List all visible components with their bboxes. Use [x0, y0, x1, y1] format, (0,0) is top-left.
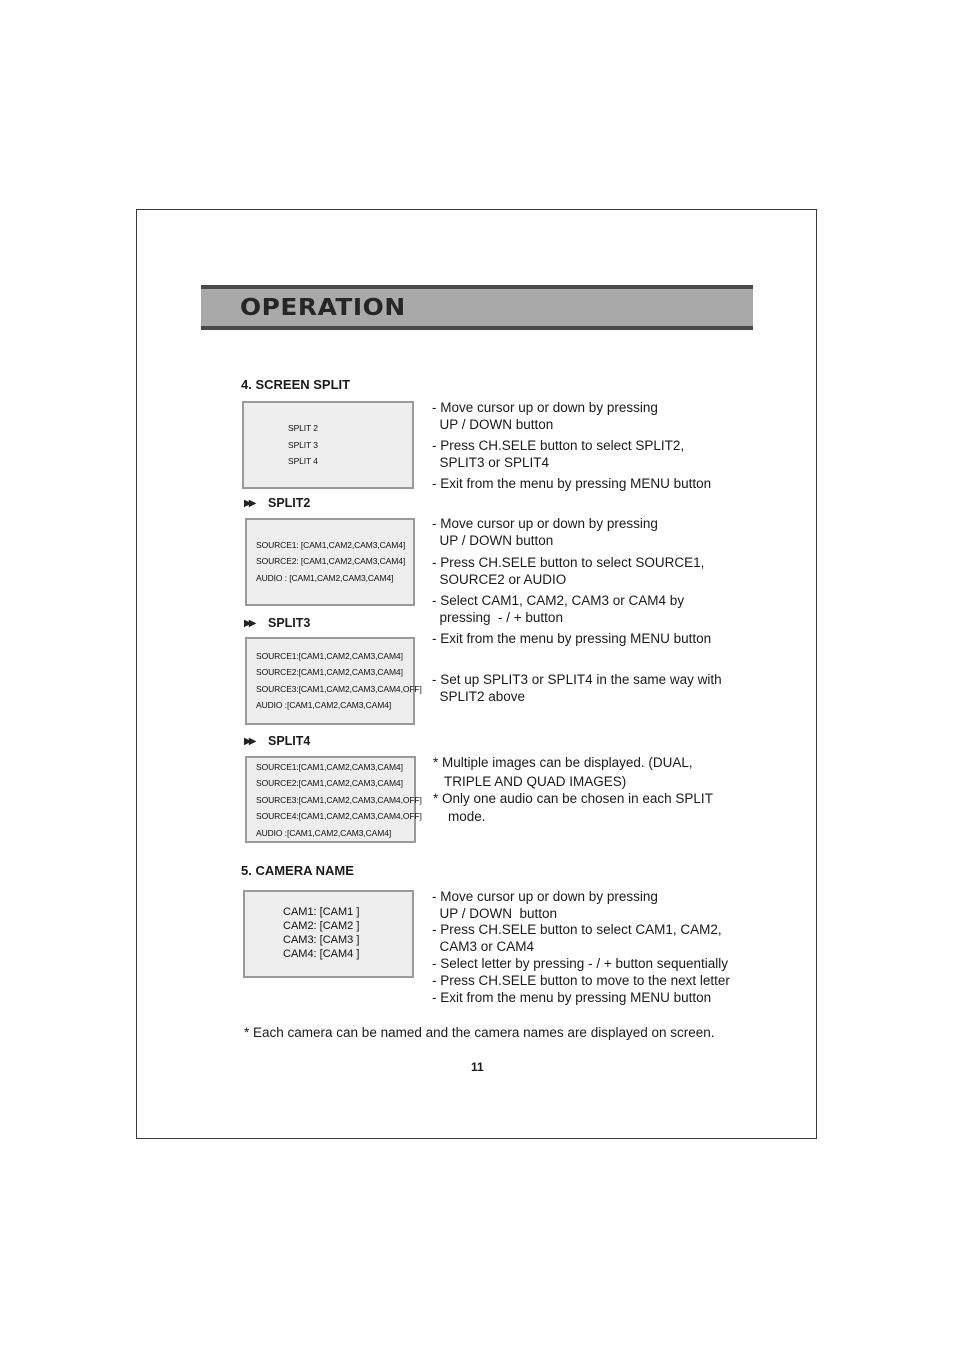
split4-box-line: AUDIO :[CAM1,CAM2,CAM3,CAM4] — [256, 828, 392, 838]
split4-box-line: SOURCE3:[CAM1,CAM2,CAM3,CAM4,OFF] — [256, 795, 422, 805]
split2-box-line: SOURCE1: [CAM1,CAM2,CAM3,CAM4] — [256, 540, 406, 550]
camera-name-box — [243, 890, 414, 978]
camera-name-line: CAM1: [CAM1 ] — [283, 906, 360, 918]
note-line: * Only one audio can be chosen in each SPLIT mode. — [433, 791, 713, 824]
split4-box — [245, 756, 422, 843]
double-arrow-icon: ▶▶ — [244, 498, 254, 509]
split2-box-line: AUDIO : [CAM1,CAM2,CAM3,CAM4] — [256, 573, 394, 583]
instruction-line: - Move cursor up or down by pressing UP / DOWN button — [432, 889, 658, 921]
split2-label: SPLIT2 — [268, 496, 311, 510]
instruction-line: - Press CH.SELE button to select SPLIT2, SPLIT3 or SPLIT4 — [432, 438, 685, 470]
instruction-line: - Select CAM1, CAM2, CAM3 or CAM4 by pressing - / + button — [432, 593, 685, 625]
instruction-line: - Press CH.SELE button to select SOURCE1, SOURCE2 or AUDIO — [432, 555, 705, 587]
screen-split-heading: 4. SCREEN SPLIT — [241, 377, 351, 392]
page-number: 11 — [471, 1060, 484, 1074]
double-arrow-icon: ▶▶ — [244, 736, 254, 747]
camera-name-line: CAM2: [CAM2 ] — [283, 920, 360, 932]
split2-box-line: SOURCE2: [CAM1,CAM2,CAM3,CAM4] — [256, 556, 406, 566]
split3-box — [245, 637, 422, 725]
camera-name-line: CAM4: [CAM4 ] — [283, 948, 360, 960]
instruction-line: - Exit from the menu by pressing MENU button — [432, 990, 712, 1005]
instruction-line: - Select letter by pressing - / + button sequentially — [432, 956, 729, 971]
instruction-line: - Exit from the menu by pressing MENU button — [432, 631, 712, 646]
section-banner — [201, 285, 753, 330]
instruction-line: - Exit from the menu by pressing MENU button — [432, 476, 712, 491]
camera-name-line: CAM3: [CAM3 ] — [283, 934, 360, 946]
split-menu-item: SPLIT 4 — [288, 456, 318, 466]
split3-box-line: SOURCE3:[CAM1,CAM2,CAM3,CAM4,OFF] — [256, 684, 422, 694]
split4-box-line: SOURCE1:[CAM1,CAM2,CAM3,CAM4] — [256, 762, 403, 772]
double-arrow-icon: ▶▶ — [244, 618, 254, 629]
split3-box-line: SOURCE1:[CAM1,CAM2,CAM3,CAM4] — [256, 651, 403, 661]
split4-box-line: SOURCE2:[CAM1,CAM2,CAM3,CAM4] — [256, 778, 403, 788]
instruction-line: - Move cursor up or down by pressing UP / DOWN button — [432, 400, 658, 432]
split3-label: SPLIT3 — [268, 616, 311, 630]
camera-name-footnote: * Each camera can be named and the camera names are displayed on screen. — [244, 1025, 715, 1040]
split3-box-line: SOURCE2:[CAM1,CAM2,CAM3,CAM4] — [256, 667, 403, 677]
instruction-line: - Move cursor up or down by pressing UP / DOWN button — [432, 516, 658, 548]
split3-box-line: AUDIO :[CAM1,CAM2,CAM3,CAM4] — [256, 700, 392, 710]
instruction-line: - Press CH.SELE button to select CAM1, CAM2, CAM3 or CAM4 — [432, 922, 722, 954]
banner-title: OPERATION — [240, 295, 406, 321]
instruction-line: - Set up SPLIT3 or SPLIT4 in the same way with SPLIT2 above — [432, 672, 722, 704]
split-menu-box — [242, 401, 414, 489]
split2-box — [245, 518, 415, 606]
instruction-line: - Press CH.SELE button to move to the next letter — [432, 973, 730, 988]
note-line: * Multiple images can be displayed. (DUAL, TRIPLE AND QUAD IMAGES) — [433, 755, 693, 789]
split-menu-item: SPLIT 3 — [288, 440, 318, 450]
split-menu-item: SPLIT 2 — [288, 423, 318, 433]
camera-name-heading: 5. CAMERA NAME — [241, 863, 354, 878]
split4-box-line: SOURCE4:[CAM1,CAM2,CAM3,CAM4,OFF] — [256, 811, 422, 821]
split4-label: SPLIT4 — [268, 734, 311, 748]
